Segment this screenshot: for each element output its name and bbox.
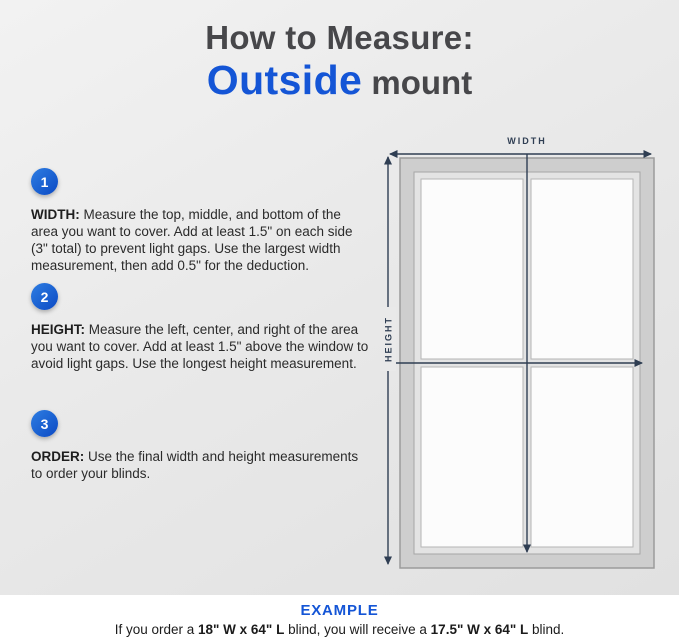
title-line2 [0, 58, 679, 104]
step-1-badge [31, 168, 58, 195]
step-3-number: 3 [40, 415, 49, 432]
step-1-label: WIDTH: [31, 207, 80, 222]
example-heading: EXAMPLE [300, 602, 379, 619]
step-2-number: 2 [40, 288, 49, 305]
step-width [31, 168, 369, 274]
window-pane-bottom-left [421, 367, 523, 547]
height-label-group [380, 307, 396, 371]
example-size-received: 17.5" W x 64" L [430, 622, 529, 637]
window-pane-top-right [531, 179, 633, 359]
step-3-badge [31, 410, 58, 437]
step-order [31, 410, 369, 482]
step-2-badge [31, 283, 58, 310]
step-3-label: ORDER: [31, 449, 85, 464]
example-prefix: If you order a [114, 622, 198, 637]
example-size-ordered: 18" W x 64" L [198, 622, 285, 637]
example-middle: blind, you will receive a [284, 622, 431, 637]
steps-list [31, 168, 369, 482]
window-pane-bottom-right [531, 367, 633, 547]
step-height [31, 283, 369, 372]
step-3-body: Use the final width and height measurements to order your blinds. [31, 449, 359, 481]
step-1-text [31, 206, 369, 274]
title-line1: How to Measure: [205, 19, 474, 56]
title-suffix: mount [362, 63, 473, 101]
page-title [0, 20, 679, 104]
example-bar [0, 595, 679, 644]
window-measurement-diagram [378, 132, 663, 587]
step-1-number: 1 [40, 173, 49, 190]
window-diagram-svg [378, 132, 663, 582]
title-highlight: Outside [206, 56, 363, 103]
step-2-body: Measure the left, center, and right of the area you want to cover. Add at least 1.5" above the window to avoid light gaps. Use the longest height measurement. [31, 322, 369, 371]
step-1-body: Measure the top, middle, and bottom of the area you want to cover. Add at least 1.5" on each side (3" total) to prevent light gaps. Use the largest width measurement, then add 0.5" for the deduction. [31, 207, 353, 273]
step-2-text [31, 321, 369, 372]
width-label: WIDTH [507, 136, 547, 146]
step-3-text [31, 448, 369, 482]
height-label: HEIGHT [383, 315, 394, 363]
window-pane-top-left [421, 179, 523, 359]
step-2-label: HEIGHT: [31, 322, 85, 337]
example-sentence [0, 622, 679, 637]
example-suffix: blind. [528, 622, 565, 637]
